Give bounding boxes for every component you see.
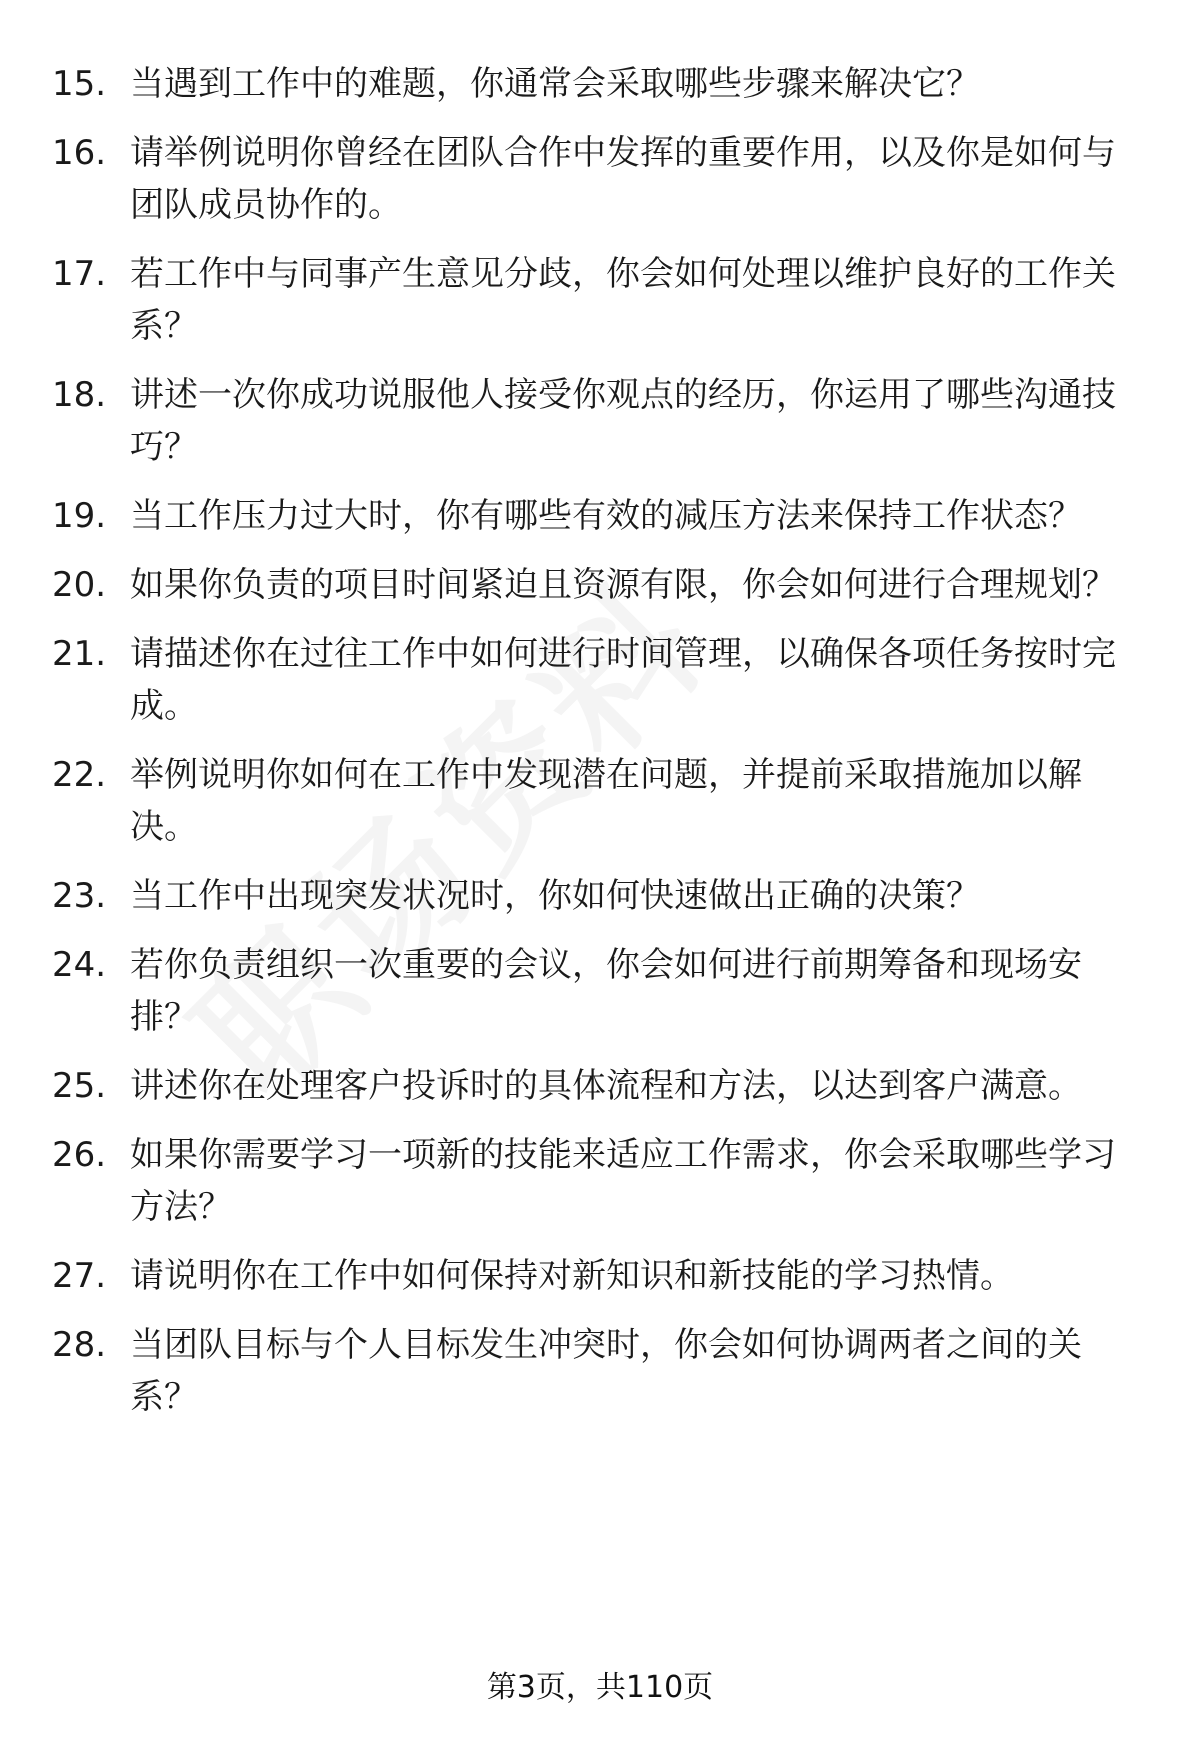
list-item xyxy=(0,749,1200,853)
question-number: 22. xyxy=(52,755,107,795)
page-number: 第3页，共110页 xyxy=(486,1670,714,1705)
list-item xyxy=(0,628,1200,732)
list-item xyxy=(0,1250,1200,1302)
question-text: 讲述你在处理客户投诉时的具体流程和方法，以达到客户满意。 xyxy=(130,1066,1082,1106)
list-item xyxy=(0,490,1200,542)
question-text: 请举例说明你曾经在团队合作中发挥的重要作用，以及你是如何与团队成员协作的。 xyxy=(130,133,1116,225)
question-text: 当工作压力过大时，你有哪些有效的减压方法来保持工作状态？ xyxy=(130,496,1082,536)
list-item xyxy=(0,1060,1200,1112)
question-text: 举例说明你如何在工作中发现潜在问题，并提前采取措施加以解决。 xyxy=(130,755,1082,847)
question-number: 17. xyxy=(52,254,107,294)
question-text: 如果你需要学习一项新的技能来适应工作需求，你会采取哪些学习方法？ xyxy=(130,1135,1116,1227)
question-number: 26. xyxy=(52,1135,107,1175)
question-number: 20. xyxy=(52,565,107,605)
question-number: 23. xyxy=(52,876,107,916)
question-number: 21. xyxy=(52,634,107,674)
question-text: 请描述你在过往工作中如何进行时间管理，以确保各项任务按时完成。 xyxy=(130,634,1116,726)
question-number: 16. xyxy=(52,133,107,173)
question-text: 当遇到工作中的难题，你通常会采取哪些步骤来解决它？ xyxy=(130,64,980,104)
question-text: 请说明你在工作中如何保持对新知识和新技能的学习热情。 xyxy=(130,1256,1014,1296)
question-text: 当团队目标与个人目标发生冲突时，你会如何协调两者之间的关系？ xyxy=(130,1325,1082,1417)
list-item xyxy=(0,1319,1200,1423)
question-text: 如果你负责的项目时间紧迫且资源有限，你会如何进行合理规划？ xyxy=(130,565,1116,605)
question-text: 讲述一次你成功说服他人接受你观点的经历，你运用了哪些沟通技巧？ xyxy=(130,375,1116,467)
question-text: 若你负责组织一次重要的会议，你会如何进行前期筹备和现场安排？ xyxy=(130,945,1082,1037)
question-number: 25. xyxy=(52,1066,107,1106)
question-number: 15. xyxy=(52,64,107,104)
list-item xyxy=(0,127,1200,231)
list-item xyxy=(0,1129,1200,1233)
question-number: 24. xyxy=(52,945,107,985)
question-number: 27. xyxy=(52,1256,107,1296)
list-item xyxy=(0,559,1200,611)
list-item xyxy=(0,870,1200,922)
list-item xyxy=(0,248,1200,352)
question-list xyxy=(0,58,1200,1440)
question-text: 当工作中出现突发状况时，你如何快速做出正确的决策？ xyxy=(130,876,980,916)
question-text: 若工作中与同事产生意见分歧，你会如何处理以维护良好的工作关系？ xyxy=(130,254,1116,346)
question-number: 19. xyxy=(52,496,107,536)
question-number: 28. xyxy=(52,1325,107,1365)
list-item xyxy=(0,939,1200,1043)
list-item xyxy=(0,369,1200,473)
list-item xyxy=(0,58,1200,110)
question-number: 18. xyxy=(52,375,107,415)
